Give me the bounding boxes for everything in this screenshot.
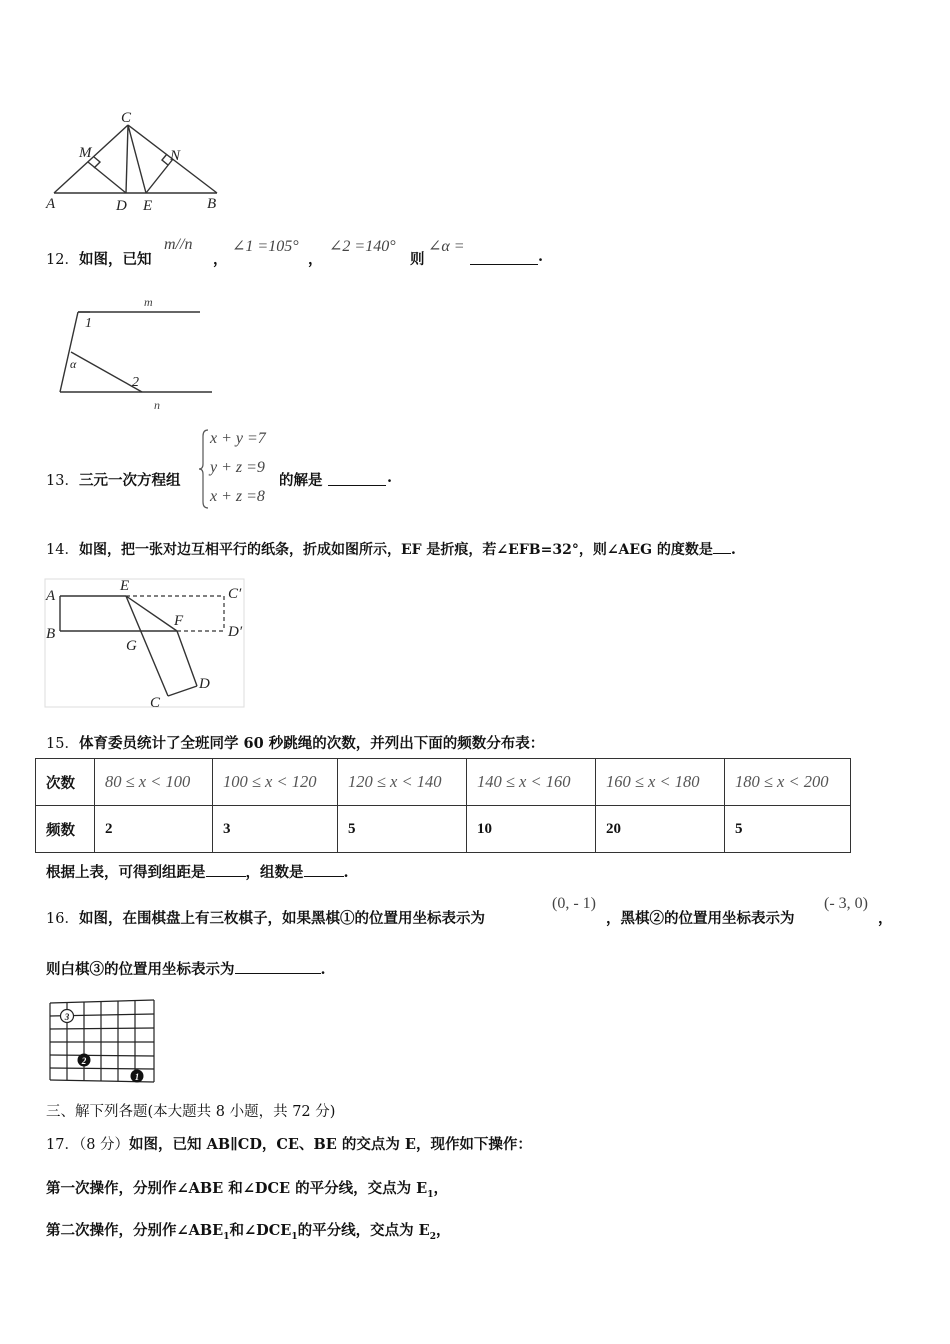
q12-sep1: ， (213, 251, 228, 268)
label-C: C (150, 695, 161, 710)
stone-label-2: 2 (81, 1056, 87, 1066)
q17-number: 17． (46, 1137, 79, 1153)
q17-step2-sub2: 1 (291, 1231, 298, 1242)
q17-score: （8 分） (78, 1137, 130, 1153)
range-cell: 80 ≤ x < 100 (95, 759, 213, 806)
q15-after-end: . (343, 864, 349, 881)
label-B: B (46, 626, 56, 642)
range-cell: 120 ≤ x < 140 (338, 759, 467, 806)
q13-answer-blank (328, 471, 386, 486)
q17-step2-end: ， (435, 1222, 451, 1239)
q12-sep2: ， (308, 251, 323, 268)
q13-number: 13． (46, 473, 79, 489)
question-17 (46, 1133, 532, 1154)
label-D: D (116, 198, 127, 214)
q17-step2-c: 的平分线，交点为 E (297, 1222, 430, 1239)
question-14 (46, 538, 736, 559)
label-F: F (174, 613, 184, 629)
q17-step2 (46, 1219, 450, 1242)
label-E: E (120, 578, 130, 594)
q16-text-a: 如图，在围棋盘上有三枚棋子，如果黑棋①的位置用坐标表示为 (79, 910, 485, 927)
question-16 (46, 895, 926, 929)
q15-blank-interval (206, 862, 246, 877)
q17-step1-text: 第一次操作，分别作∠ABE 和∠DCE 的平分线，交点为 E (46, 1180, 428, 1197)
q15-blank-count (304, 862, 344, 877)
label-alpha: α (70, 357, 77, 371)
label-A: A (46, 588, 56, 604)
q17-step2-b: 和∠DCE (229, 1222, 292, 1239)
freq-cell: 5 (725, 806, 851, 853)
q13-brace (198, 428, 210, 510)
label-M: M (79, 145, 92, 161)
row-label-counts: 次数 (36, 759, 95, 806)
q14-end: . (730, 541, 736, 558)
q16-text-b: ，黑棋②的位置用坐标表示为 (606, 910, 795, 927)
q17-step2-sub1: 1 (223, 1231, 230, 1242)
q16-coord1: (0, - 1) (552, 895, 596, 912)
label-2: 2 (132, 375, 139, 390)
range-cell: 140 ≤ x < 160 (467, 759, 596, 806)
question-13 (46, 426, 446, 516)
label-C: C (121, 110, 132, 126)
q12-number: 12． (46, 252, 79, 268)
label-B: B (207, 196, 217, 212)
q13-eq1: x + y =7 (210, 430, 266, 447)
q15-after-b: ，组数是 (245, 864, 304, 881)
table-row-frequency (36, 806, 851, 853)
q16-answer-blank (235, 959, 321, 974)
q13-end: . (387, 469, 393, 486)
row-label-frequency: 频数 (36, 806, 95, 853)
range-cell: 180 ≤ x < 200 (725, 759, 851, 806)
figure-folded-strip (42, 576, 247, 710)
q17-step1 (46, 1177, 448, 1200)
question-15 (46, 732, 544, 753)
label-m: m (144, 295, 153, 309)
q15-text: 体育委员统计了全班同学 60 秒跳绳的次数，并列出下面的频数分布表： (78, 735, 545, 752)
q12-ask: ∠α = (428, 238, 465, 255)
q15-followup (46, 861, 349, 882)
figure-go-board (46, 996, 158, 1084)
range-cell: 160 ≤ x < 180 (596, 759, 725, 806)
q14-answer-blank (713, 539, 731, 554)
label-1: 1 (85, 316, 92, 331)
q16-line2 (46, 958, 326, 979)
label-A: A (46, 196, 56, 212)
q12-answer-blank (470, 250, 538, 265)
q12-cond-parallel: m//n (164, 236, 193, 253)
q17-step2-sub3: 2 (429, 1231, 436, 1242)
label-D-prime: D′ (228, 624, 243, 640)
label-C-prime: C′ (228, 586, 242, 602)
freq-cell: 10 (467, 806, 596, 853)
q12-end: . (538, 248, 544, 265)
q13-text: 三元一次方程组 (79, 472, 181, 489)
frequency-table (35, 758, 851, 853)
label-G: G (126, 638, 137, 654)
q12-intro: 如图，已知 (79, 251, 152, 268)
q14-text: 如图，把一张对边互相平行的纸条，折成如图所示，EF 是折痕，若∠EFB=32°，则∠AEG 的度数是 (78, 542, 713, 558)
label-N: N (170, 148, 181, 164)
q13-after: 的解是 (279, 472, 323, 489)
stone-label-1: 1 (134, 1072, 140, 1082)
q17-step2-a: 第二次操作，分别作∠ABE (46, 1222, 224, 1239)
q12-cond-angle1: ∠1 =105° (232, 238, 299, 255)
q17-text: 如图，已知 AB∥CD，CE、BE 的交点为 E，现作如下操作： (129, 1136, 532, 1153)
q12-cond-angle2: ∠2 =140° (329, 238, 396, 255)
section-3-title: 三、解下列各题(本大题共 8 小题，共 72 分) (46, 1104, 336, 1120)
figure-triangle-mn (42, 105, 232, 215)
range-cell: 100 ≤ x < 120 (213, 759, 338, 806)
label-n: n (154, 398, 160, 412)
q17-step1-sub: 1 (427, 1189, 434, 1200)
q16-line2-text: 则白棋③的位置用坐标表示为 (46, 961, 235, 978)
q16-number: 16． (46, 911, 79, 927)
freq-cell: 5 (338, 806, 467, 853)
table-row-counts (36, 759, 851, 806)
q16-coord2: (- 3, 0) (824, 895, 868, 912)
q14-number: 14． (46, 542, 79, 558)
label-E: E (143, 198, 153, 214)
figure-parallel-lines (52, 294, 212, 412)
q13-eq2: y + z =9 (210, 459, 265, 476)
q15-number: 15． (46, 736, 79, 752)
q15-after-a: 根据上表，可得到组距是 (46, 864, 206, 881)
q12-then: 则 (410, 251, 425, 268)
q13-eq3: x + z =8 (210, 488, 265, 505)
q16-end: . (320, 961, 326, 978)
freq-cell: 20 (596, 806, 725, 853)
freq-cell: 2 (95, 806, 213, 853)
stone-label-3: 3 (64, 1012, 70, 1022)
freq-cell: 3 (213, 806, 338, 853)
label-D: D (199, 676, 210, 692)
q16-text-c: ， (878, 910, 893, 927)
q17-step1-end: ， (433, 1180, 448, 1197)
